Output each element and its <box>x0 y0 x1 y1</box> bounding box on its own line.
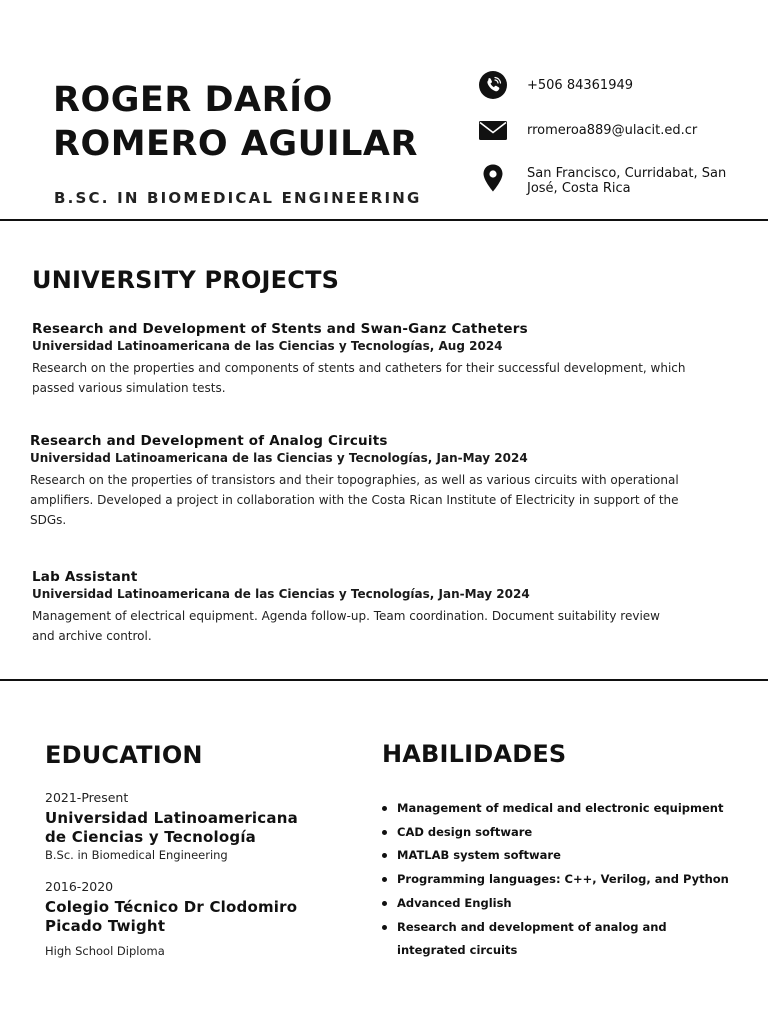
projects-divider <box>0 679 768 681</box>
address-text: San Francisco, Curridabat, San José, Costa Rica <box>527 166 727 196</box>
header-divider <box>0 219 768 221</box>
project-title: Research and Development of Analog Circuits <box>30 433 388 449</box>
section-title-projects: UNIVERSITY PROJECTS <box>32 266 340 294</box>
phone-number[interactable]: +506 84361949 <box>527 78 634 93</box>
education-item <box>45 878 345 959</box>
project-organization: Universidad Latinoamericana de las Ciencias y Tecnologías, Jan-May 2024 <box>32 587 530 601</box>
project-title: Lab Assistant <box>32 569 138 585</box>
list-item: Research and development of analog and integrated circuits <box>382 916 732 963</box>
education-degree: B.Sc. in Biomedical Engineering <box>45 848 228 862</box>
candidate-name <box>53 78 418 166</box>
phone-icon <box>478 70 508 100</box>
education-degree: High School Diploma <box>45 944 165 958</box>
envelope-icon <box>478 115 508 145</box>
location-pin-icon <box>478 163 508 193</box>
education-school: Universidad Latinoamericana de Ciencias y Tecnología <box>45 809 298 846</box>
project-item <box>30 432 710 530</box>
section-title-skills: HABILIDADES <box>382 740 567 768</box>
education-school: Colegio Técnico Dr Clodomiro Picado Twight <box>45 898 298 935</box>
name-line-1: ROGER DARÍO <box>53 80 333 120</box>
project-organization: Universidad Latinoamericana de las Ciencias y Tecnologías, Aug 2024 <box>32 339 503 353</box>
education-item <box>45 789 345 863</box>
list-item: Advanced English <box>382 892 742 916</box>
project-description: Research on the properties and components of stents and catheters for their successful development, which passed various simulation tests. <box>32 361 686 395</box>
skills-list <box>382 797 742 963</box>
project-organization: Universidad Latinoamericana de las Ciencias y Tecnologías, Jan-May 2024 <box>30 451 528 465</box>
project-title: Research and Development of Stents and Swan-Ganz Catheters <box>32 321 528 337</box>
list-item: CAD design software <box>382 821 742 845</box>
list-item: MATLAB system software <box>382 844 742 868</box>
project-item <box>32 320 712 398</box>
education-years: 2016-2020 <box>45 879 114 894</box>
degree-subtitle: B.SC. IN BIOMEDICAL ENGINEERING <box>54 189 422 207</box>
section-title-education: EDUCATION <box>45 741 203 769</box>
project-item <box>32 568 712 646</box>
email-address[interactable]: rromeroa889@ulacit.ed.cr <box>527 123 698 138</box>
project-description: Research on the properties of transistors and their topographies, as well as various circuits with operational amplifiers. Developed a project in collaboration with the Costa Rican Institute of Electricity in support of the SDGs. <box>30 473 679 527</box>
education-years: 2021-Present <box>45 790 129 805</box>
name-line-2: ROMERO AGUILAR <box>53 124 418 164</box>
project-description: Management of electrical equipment. Agenda follow-up. Team coordination. Document suitability review and archive control. <box>32 609 660 643</box>
list-item: Programming languages: C++, Verilog, and Python <box>382 868 742 892</box>
list-item: Management of medical and electronic equipment <box>382 797 742 821</box>
